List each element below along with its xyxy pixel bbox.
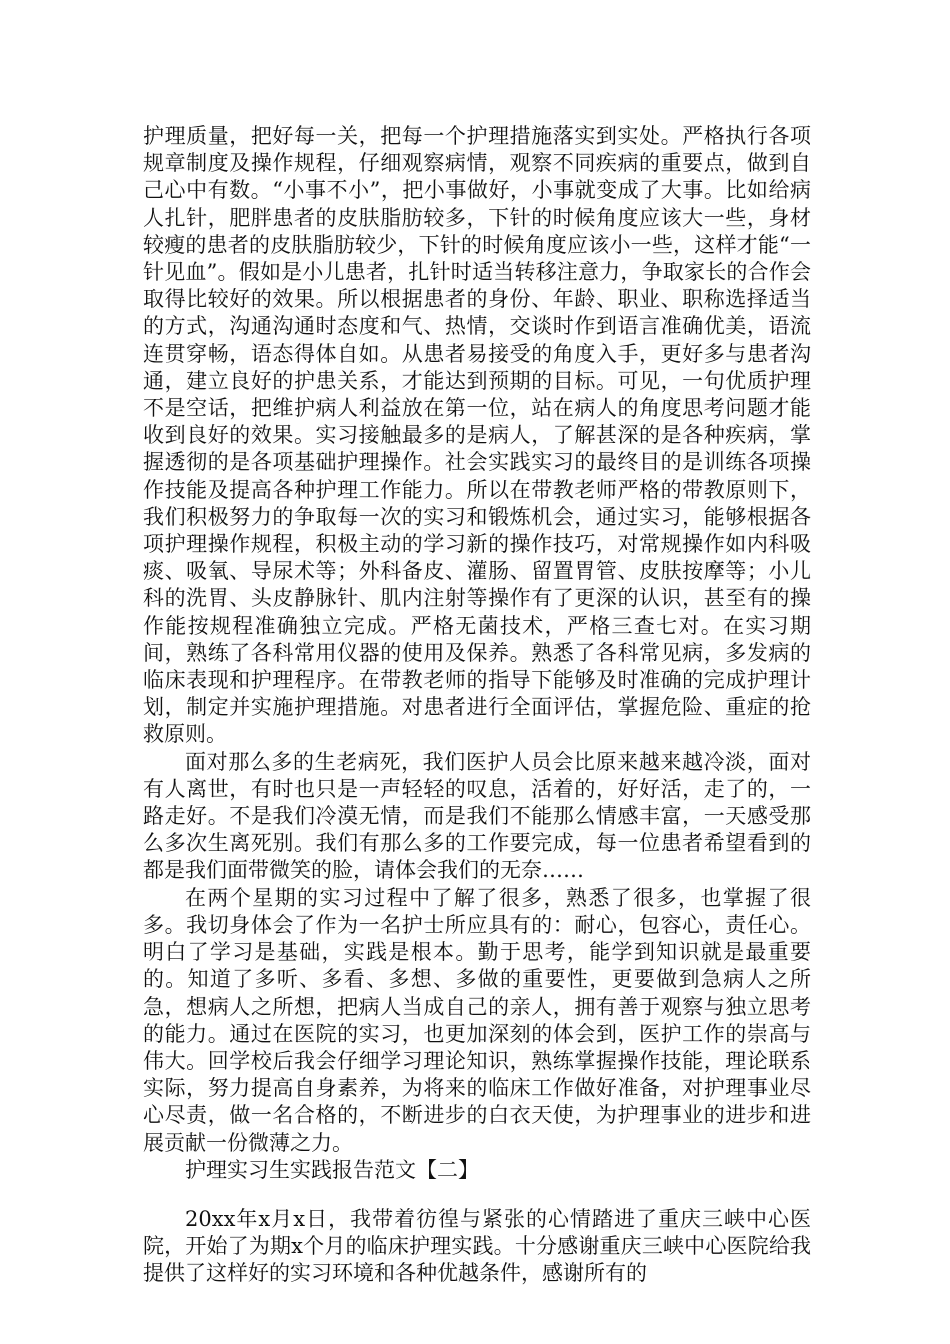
paragraph-2: 面对那么多的生老病死，我们医护人员会比原来越来越冷淡，面对有人离世，有时也只是一声轻轻的叹息，活着的，好好活，走了的，一路走好。不是我们冷漠无情，而是我们不能那么情感丰富，一天感受那么多次生离死别。我们有那么多的工作要完成，每一位患者希望看到的都是我们面带微笑的脸，请体会我们的无奈…… [143, 749, 811, 883]
paragraph-4: 20xx年x月x日，我带着彷徨与紧张的心情踏进了重庆三峡中心医院，开始了为期x个月的临床护理实践。十分感谢重庆三峡中心医院给我提供了这样好的实习环境和各种优越条件，感谢所有的 [143, 1206, 811, 1286]
section-spacer [143, 1184, 811, 1206]
section-heading: 护理实习生实践报告范文【二】 [185, 1157, 479, 1182]
paragraph-3: 在两个星期的实习过程中了解了很多，熟悉了很多，也掌握了很多。我切身体会了作为一名护士所应具有的：耐心，包容心，责任心。明白了学习是基础，实践是根本。勤于思考，能学到知识就是最重要的。知道了多听、多看、多想、多做的重要性，更要做到急病人之所急，想病人之所想，把病人当成自己的亲人，拥有善于观察与独立思考的能力。通过在医院的实习，也更加深刻的体会到，医护工作的崇高与伟大。回学校后我会仔细学习理论知识，熟练掌握操作技能，理论联系实际，努力提高自身素养，为将来的临床工作做好准备，对护理事业尽心尽责，做一名合格的，不断进步的白衣天使，为护理事业的进步和进展贡献一份微薄之力。 [143, 885, 811, 1155]
document-body [143, 123, 811, 1288]
paragraph-1: 护理质量，把好每一关，把每一个护理措施落实到实处。严格执行各项规章制度及操作规程，仔细观察病情，观察不同疾病的重要点，做到自己心中有数。“小事不小”，把小事做好，小事就变成了大事。比如给病人扎针，肥胖患者的皮肤脂肪较多，下针的时候角度应该大一些，身材较瘦的患者的皮肤脂肪较少，下针的时候角度应该小一些，这样才能“一针见血”。假如是小儿患者，扎针时适当转移注意力，争取家长的合作会取得比较好的效果。所以根据患者的身份、年龄、职业、职称选择适当的方式，沟通沟通时态度和气、热情，交谈时作到语言准确优美，语流连贯穿畅，语态得体自如。从患者易接受的角度入手，更好多与患者沟通，建立良好的护患关系，才能达到预期的目标。可见，一句优质护理不是空话，把维护病人利益放在第一位，站在病人的角度思考问题才能收到良好的效果。实习接触最多的是病人，了解甚深的是各种疾病，掌握透彻的是各项基础护理操作。社会实践实习的最终目的是训练各项操作技能及提高各种护理工作能力。所以在带教老师严格的带教原则下，我们积极努力的争取每一次的实习和锻炼机会，通过实习，能够根据各项护理操作规程，积极主动的学习新的操作技巧，对常规操作如内科吸痰、吸氧、导尿术等；外科备皮、灌肠、留置胃管、皮肤按摩等；小儿科的洗胃、头皮静脉针、肌内注射等操作有了更深的认识，甚至有的操作能按规程准确独立完成。严格无菌技术，严格三查七对。在实习期间，熟练了各科常用仪器的使用及保养。熟悉了各科常见病，多发病的临床表现和护理程序。在带教老师的指导下能够及时准确的完成护理计划，制定并实施护理措施。对患者进行全面评估，掌握危险、重症的抢救原则。 [143, 124, 811, 747]
